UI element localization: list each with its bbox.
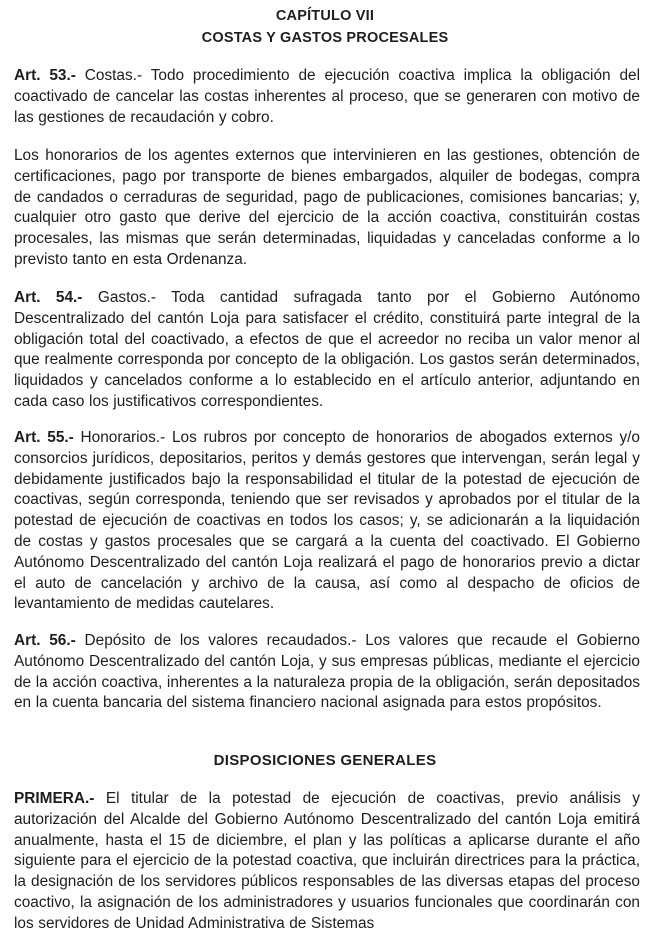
first-provision-text: El titular de la potestad de ejecución de coactivas, previo análisis y autorización del Alcalde del Gobierno Autónomo Descentralizado del cantón Loja emitirá anualmente, hasta el 15 de diciembre, el plan y las políticas a aplicarse durante el año siguiente para el ejercicio de la potestad coactiva, que incluirán directrices para la práctica, la designación de los servidores públicos responsables de las diversas etapas del proceso coactivo, la asignación de los administradores y usuarios funcionales que coordinarán con los servidores de Unidad Administrativa de Sistemas xyxy=(14,790,641,932)
article-53 xyxy=(14,66,640,128)
chapter-title: COSTAS Y GASTOS PROCESALES xyxy=(201,30,449,46)
article-53-heading: Costas.- xyxy=(84,67,143,84)
article-53-text: Todo procedimiento de ejecución coactiva implica la obligación del coactivado de cancelar las costas inherentes al proceso, que se generaren con motivo de las gestiones de recaudación y cobro. xyxy=(14,67,640,126)
general-provisions-title: DISPOSICIONES GENERALES xyxy=(213,752,437,769)
article-56 xyxy=(14,631,640,714)
first-provision-label: PRIMERA.- xyxy=(14,790,95,807)
article-55 xyxy=(14,428,640,615)
article-54-label: Art. 54 xyxy=(14,289,74,306)
general-provision-first xyxy=(14,789,640,935)
article-55-label: Art. 55 xyxy=(14,429,65,446)
article-56-heading: Depósito de los valores recaudados.- xyxy=(84,632,357,649)
article-53-paragraph-2: Los honorarios de los agentes externos que intervinieren en las gestiones, obtención de certificaciones, pago por transporte de bienes embargados, alquiler de bodegas, compra de candados o cerraduras de seguridad, pago de publicaciones, comisiones bancarias; y, cualquier otro gasto que derive del ejercicio de la acción coactiva, constituirán costas procesales, las mismas que serán determinadas, liquidadas y canceladas conforme a lo previsto tanto en esta Ordenanza. xyxy=(14,147,640,268)
article-54-text: Toda cantidad sufragada tanto por el Gobierno Autónomo Descentralizado del cantón Loja para satisfacer el crédito, constituirá parte integral de la obligación total del coactivado, a efectos de que el acreedor no reciba un valor menor al que realmente corresponda por concepto de la obligación. Los gastos serán determinados, liquidados y cancelados conforme a lo establecido en el artículo anterior, adjuntando en cada caso los justificativos correspondientes. xyxy=(14,289,641,410)
chapter-number: CAPÍTULO VII xyxy=(275,8,375,24)
article-56-separator: .- xyxy=(66,632,76,649)
article-55-text: Los rubros por concepto de honorarios de abogados externos y/o consorcios jurídicos, depositarios, peritos y demás gestores que intervengan, serán legal y debidamente justificados bajo la responsabilidad el titular de la potestad de ejecución de coactivas, según corresponda, teniendo que ser revisados y aprobados por el titular de la potestad de ejecución de coactivas en todos los casos; y, se adicionarán a la liquidación de costas y gastos procesales que se cargará a la cuenta del coactivado. El Gobierno Autónomo Descentralizado del cantón Loja realizará el pago de honorarios previo a dictar el auto de cancelación y archivo de la causa, así como al despacho de oficios de levantamiento de medidas cautelares. xyxy=(14,429,640,613)
article-56-text: Los valores que recaude el Gobierno Autónomo Descentralizado del cantón Loja, y sus empresas públicas, mediante el ejercicio de la acción coactiva, inherentes a la naturaleza propia de la obligación, serán depositados en la cuenta bancaria del sistema financiero nacional asignada para estos propósitos. xyxy=(14,632,640,712)
article-53-label: Art. 53 xyxy=(14,67,67,84)
article-54 xyxy=(14,288,640,413)
article-54-separator: .- xyxy=(73,289,83,306)
article-54-heading: Gastos.- xyxy=(97,289,157,306)
article-53-separator: .- xyxy=(66,67,76,84)
article-55-heading: Honorarios.- xyxy=(80,429,166,446)
article-56-label: Art. 56 xyxy=(14,632,67,649)
article-55-separator: .- xyxy=(64,429,74,446)
